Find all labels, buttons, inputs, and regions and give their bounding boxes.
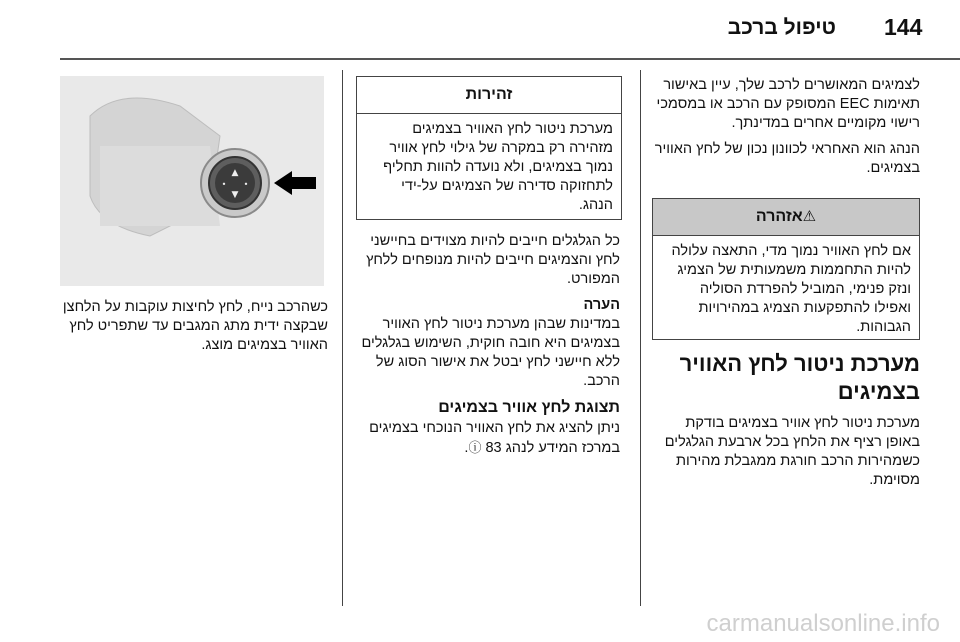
intro-paragraph-2: הנהג הוא האחראי לכוונון נכון של לחץ האוויר בצמיגים. xyxy=(654,141,920,176)
wiper-stalk-figure xyxy=(60,76,324,286)
subsection-title: תצוגת לחץ אוויר בצמיגים xyxy=(438,399,620,416)
figure-caption: כשהרכב נייח, לחץ לחיצות עוקבות על הלחצן שבקצה ידית מתג המגבים עד שתפריט לחץ האוויר בצמיגים מוצג. xyxy=(62,299,328,353)
watermark: carmanualsonline.info xyxy=(706,610,940,637)
warning-box-body: אם לחץ האוויר נמוך מדי, התאצה עלולה להיות התחממות משמעותית של הצמיג ונזק פנימי, המוביל להפרדת הסוליה ואפילו להתפקעות הצמיג במהירויות הגבוהות. xyxy=(671,243,911,335)
intro-paragraph-1: לצמיגים המאושרים לרכב שלך, עיין באישור תאימות EEC המסופק עם הרכב או במסמכי רישוי מקומיים אחרים במדינתך. xyxy=(656,77,920,131)
page-title: טיפול ברכב xyxy=(727,16,836,39)
subsection-text: ניתן להציג את לחץ האוויר הנוכחי בצמיגים במרכז המידע לנהג xyxy=(369,420,620,456)
page-header xyxy=(0,14,960,44)
warning-box-header xyxy=(653,199,919,236)
header-rule xyxy=(60,58,960,60)
column-divider-left xyxy=(342,70,343,606)
subsection-body xyxy=(356,419,620,458)
column-divider-right xyxy=(640,70,641,606)
warning-box xyxy=(652,198,920,340)
caution-box-body: מערכת ניטור לחץ האוויר בצמיגים מזהירה רק במקרה של גילוי לחץ אוויר נמוך בצמיגים, ולא נועדה להוות תחליף לתחזוקה סדירה של הצמיגים על-ידי הנהג. xyxy=(383,121,613,213)
svg-text:•: • xyxy=(221,180,227,189)
caution-box xyxy=(356,76,622,220)
info-icon: ⓘ xyxy=(468,440,482,455)
note-body: במדינות שבהן מערכת ניטור לחץ האוויר בצמיגים היא חובה חוקית, השימוש בגלגלים ללא חיישני לחץ יבטל את אישור הסוג של הרכב. xyxy=(361,316,620,389)
svg-text:•: • xyxy=(243,180,249,189)
wheels-paragraph: כל הגלגלים חייבים להיות מצוידים בחיישני לחץ והצמיגים חייבים להיות מנופחים ללחץ המפורט. xyxy=(366,233,620,287)
section-title: מערכת ניטור לחץ האוויר בצמיגים xyxy=(679,351,920,404)
middle-column xyxy=(356,232,620,465)
right-column xyxy=(652,76,920,185)
wiper-stalk-illustration xyxy=(60,76,324,286)
note-title: הערה xyxy=(583,297,620,313)
warning-triangle-icon: ⚠ xyxy=(802,208,817,225)
warning-box-title: אזהרה xyxy=(755,208,803,225)
page-reference: 83. xyxy=(464,440,502,456)
svg-text:▼: ▼ xyxy=(231,190,239,200)
tpms-section xyxy=(652,350,920,497)
section-body: מערכת ניטור לחץ אוויר בצמיגים בודקת באופן רציף את הלחץ בכל ארבעת הגלגלים כשמהירות הרכב חורגת ממגבלת מהירות מסוימת. xyxy=(664,415,920,488)
page-number: 144 xyxy=(884,14,923,40)
caution-box-title: זהירות xyxy=(357,77,621,114)
svg-text:▲: ▲ xyxy=(231,168,239,178)
